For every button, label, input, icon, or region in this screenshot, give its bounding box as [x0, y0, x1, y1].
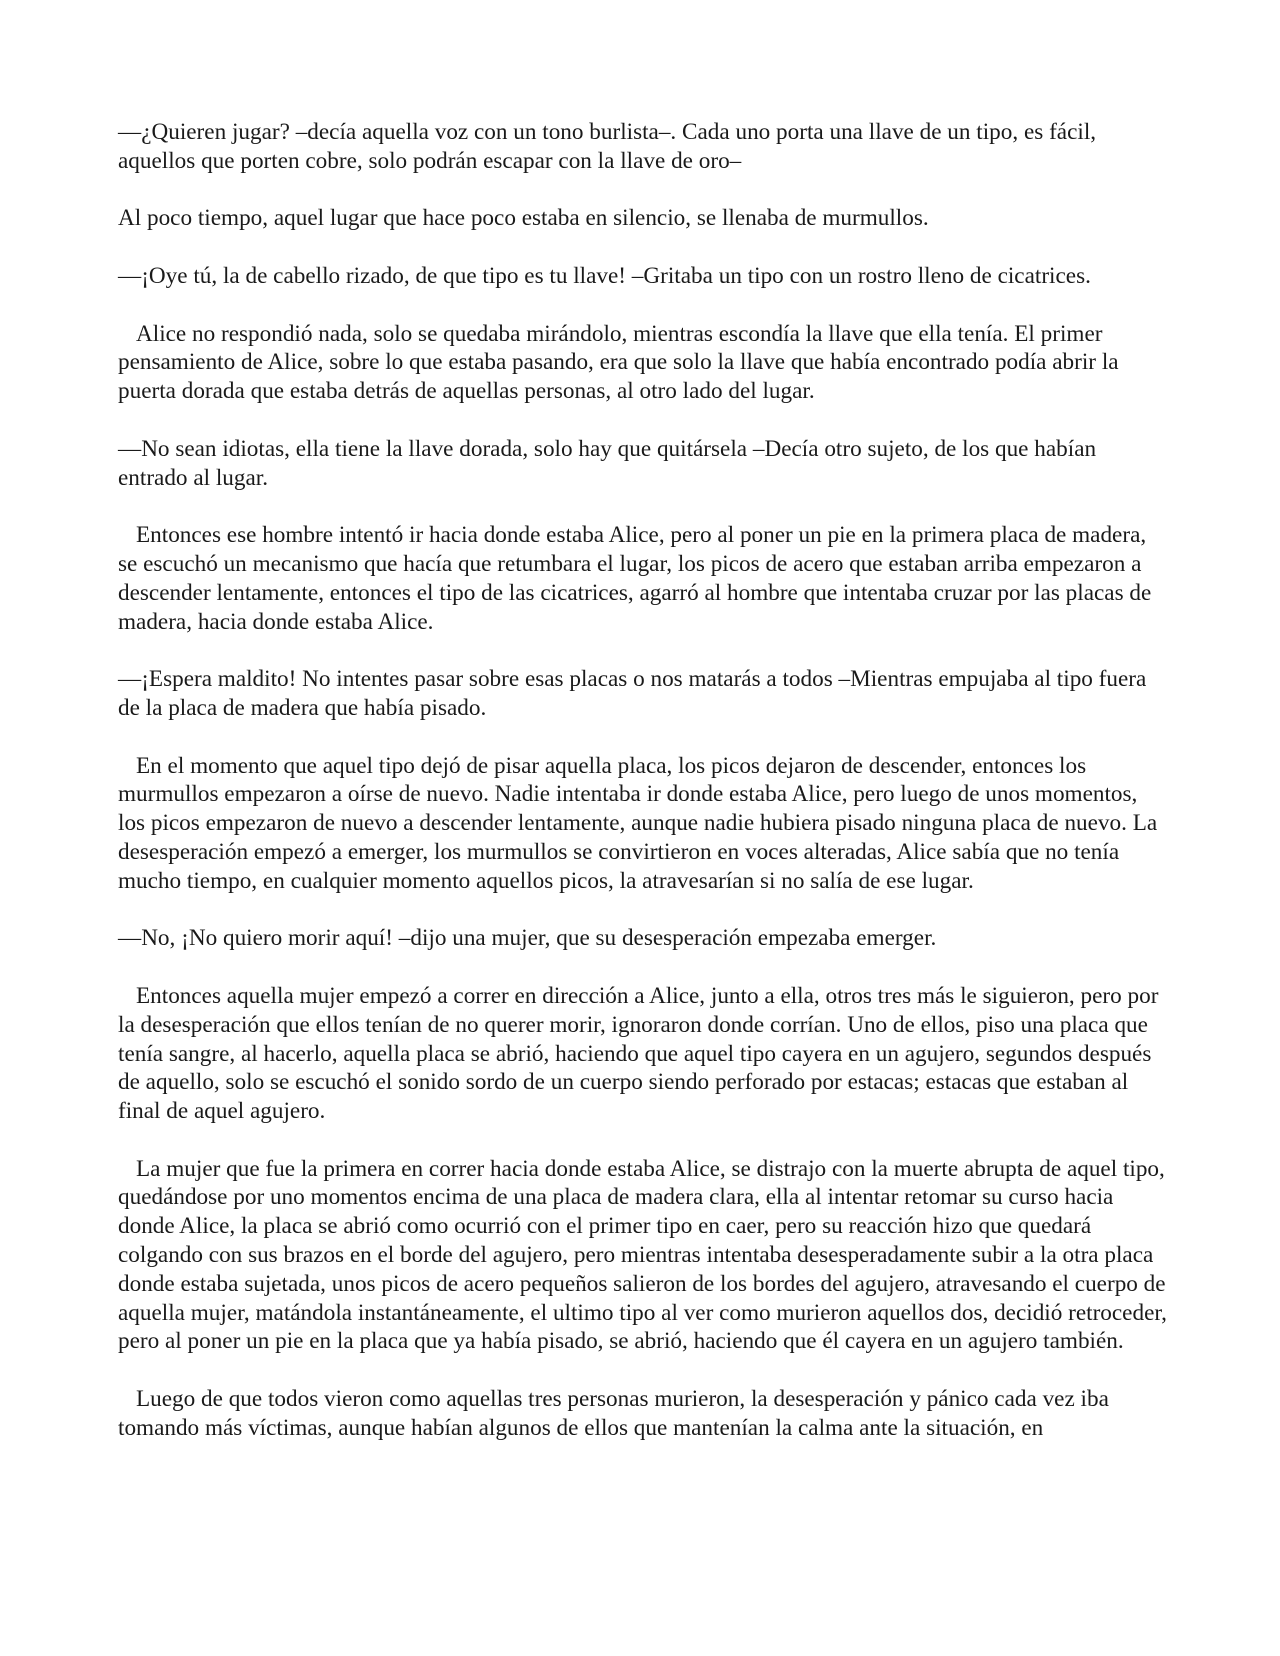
- paragraph-4: Alice no respondió nada, solo se quedaba mirándolo, mientras escondía la llave que ella tenía. El primer pensamiento de Alice, sobre lo que estaba pasando, era que solo la llave que había encontrado podía abrir la puerta dorada que estaba detrás de aquellas personas, al otro lado del lugar.: [118, 320, 1119, 405]
- paragraph-1: —¿Quieren jugar? –decía aquella voz con un tono burlista–. Cada uno porta una llave de un tipo, es fácil, aquellos que porten cobre, solo podrán escapar con la llave de oro–: [118, 119, 1097, 174]
- paragraph-8: En el momento que aquel tipo dejó de pisar aquella placa, los picos dejaron de descender, entonces los murmullos empezaron a oírse de nuevo. Nadie intentaba ir donde estaba Alice, pero luego de unos momentos, los picos empezaron de nuevo a descender lentamente, aunque nadie hubiera pisado ninguna placa de nuevo. La desesperación empezó a emerger, los murmullos se convirtieron en voces alteradas, Alice sabía que no tenía mucho tiempo, en cualquier momento aquellos picos, la atravesarían si no salía de ese lugar.: [118, 752, 1158, 894]
- paragraph-3: —¡Oye tú, la de cabello rizado, de que tipo es tu llave! –Gritaba un tipo con un rostro lleno de cicatrices.: [118, 262, 1091, 289]
- paragraph-12: Luego de que todos vieron como aquellas tres personas murieron, la desesperación y pánico cada vez iba tomando más víctimas, aunque habían algunos de ellos que mantenían la calma ante la situación, en: [118, 1386, 1109, 1441]
- paragraph-2: Al poco tiempo, aquel lugar que hace poco estaba en silencio, se llenaba de murmullos.: [118, 205, 929, 232]
- paragraph-7: —¡Espera maldito! No intentes pasar sobre esas placas o nos matarás a todos –Mientras empujaba al tipo fuera de la placa de madera que había pisado.: [118, 666, 1147, 721]
- paragraph-11: La mujer que fue la primera en correr hacia donde estaba Alice, se distrajo con la muerte abrupta de aquel tipo, quedándose por uno momentos encima de una placa de madera clara, ella al intentar retomar su curso hacia donde Alice, la placa se abrió como ocurrió con el primer tipo en caer, pero su reacción hizo que quedará colgando con sus brazos en el borde del agujero, pero mientras intentaba desesperadamente subir a la otra placa donde estaba sujetada, unos picos de acero pequeños salieron de los bordes del agujero, atravesando el cuerpo de aquella mujer, matándola instantáneamente, el ultimo tipo al ver como murieron aquellos dos, decidió retroceder, pero al poner un pie en la placa que ya había pisado, se abrió, haciendo que él cayera en un agujero también.: [118, 1155, 1167, 1355]
- paragraph-9: —No, ¡No quiero morir aquí! –dijo una mujer, que su desesperación empezaba emerger.: [118, 925, 937, 952]
- paragraph-5: —No sean idiotas, ella tiene la llave dorada, solo hay que quitársela –Decía otro sujeto, de los que habían entrado al lugar.: [118, 435, 1097, 491]
- paragraph-6: Entonces ese hombre intentó ir hacia donde estaba Alice, pero al poner un pie en la primera placa de madera, se escuchó un mecanismo que hacía que retumbara el lugar, los picos de acero que estaban arriba empezaron a descender lentamente, entonces el tipo de las cicatrices, agarró al hombre que intentaba cruzar por las placas de madera, hacia donde estaba Alice.: [118, 522, 1152, 635]
- paragraph-10: Entonces aquella mujer empezó a correr en dirección a Alice, junto a ella, otros tres más le siguieron, pero por la desesperación que ellos tenían de no querer morir, ignoraron donde corrían. Uno de ellos, piso una placa que tenía sangre, al hacerlo, aquella placa se abrió, haciendo que aquel tipo cayera en un agujero, segundos después de aquello, solo se escuchó el sonido sordo de un cuerpo siendo perforado por estacas; estacas que estaban al final de aquel agujero.: [118, 982, 1159, 1125]
- document-page: [118, 118, 1168, 1471]
